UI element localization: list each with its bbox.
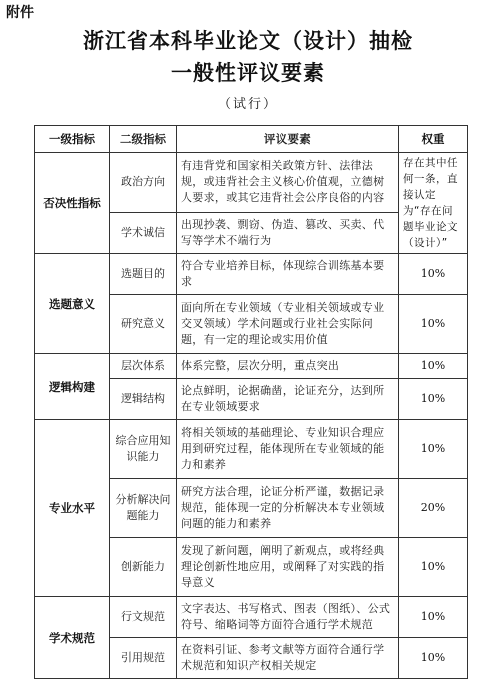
secondary-indicator: 学术诚信: [110, 212, 177, 253]
criteria-text: 符合专业培养目标，体现综合训练基本要求: [177, 254, 399, 295]
table-row: [35, 354, 468, 379]
page-title-line1: 浙江省本科毕业论文（设计）抽检: [83, 28, 413, 53]
column-header-criteria: 评议要素: [177, 126, 399, 153]
criteria-text: 文字表达、书写格式、图表（图纸）、公式符号、缩略词等方面符合通行学术规范: [177, 597, 399, 638]
criteria-text: 面向所在专业领域（专业相关领域或专业交叉领域）学术问题或行业社会实际问题，有一定的理论或实用价值: [177, 295, 399, 354]
page-title-line2: 一般性评议要素: [171, 60, 325, 85]
table-header-row: [35, 126, 468, 153]
primary-indicator-professional: 专业水平: [35, 420, 110, 597]
primary-indicator-academic: 学术规范: [35, 597, 110, 679]
criteria-text: 出现抄袭、剽窃、伪造、篡改、买卖、代写等学术不端行为: [177, 212, 399, 253]
table-row: [35, 153, 468, 213]
weight-value: 10%: [399, 538, 468, 597]
secondary-indicator: 层次体系: [110, 354, 177, 379]
criteria-text: 有违背党和国家相关政策方针、法律法规，或违背社会主义核心价值观，立德树人要求，或其它违背社会公序良俗的内容: [177, 153, 399, 213]
primary-indicator-topic: 选题意义: [35, 254, 110, 354]
secondary-indicator: 综合应用知识能力: [110, 420, 177, 479]
primary-indicator-veto: 否决性指标: [35, 153, 110, 254]
secondary-indicator: 逻辑结构: [110, 379, 177, 420]
secondary-indicator: 引用规范: [110, 638, 177, 679]
weight-value: 10%: [399, 379, 468, 420]
attachment-label: 附件: [6, 5, 34, 21]
weight-value: 10%: [399, 420, 468, 479]
primary-indicator-logic: 逻辑构建: [35, 354, 110, 420]
column-header-weight: 权重: [399, 126, 468, 153]
criteria-text: 论点鲜明，论据确凿，论证充分，达到所在专业领域要求: [177, 379, 399, 420]
weight-value: 10%: [399, 597, 468, 638]
weight-value: 10%: [399, 254, 468, 295]
weight-veto-note: 存在其中任何一条，直接认定为“存在问题毕业论文（设计）”: [399, 153, 468, 254]
secondary-indicator: 行文规范: [110, 597, 177, 638]
criteria-text: 研究方法合理，论证分析严谨，数据记录规范，能体现一定的分析解决本专业领域问题的能力和素养: [177, 479, 399, 538]
weight-value: 10%: [399, 638, 468, 679]
criteria-text: 体系完整，层次分明，重点突出: [177, 354, 399, 379]
evaluation-table: [34, 125, 468, 679]
weight-value: 10%: [399, 295, 468, 354]
weight-value: 10%: [399, 354, 468, 379]
table-row: [35, 254, 468, 295]
secondary-indicator: 分析解决问题能力: [110, 479, 177, 538]
page-subtitle: （试行）: [217, 97, 278, 112]
secondary-indicator: 研究意义: [110, 295, 177, 354]
criteria-text: 在资料引证、参考文献等方面符合通行学术规范和知识产权相关规定: [177, 638, 399, 679]
weight-value: 20%: [399, 479, 468, 538]
column-header-secondary: 二级指标: [110, 126, 177, 153]
criteria-text: 发现了新问题，阐明了新观点，或将经典理论创新性地应用，或阐释了对实践的指导意义: [177, 538, 399, 597]
table-row: [35, 420, 468, 479]
secondary-indicator: 创新能力: [110, 538, 177, 597]
table-row: [35, 597, 468, 638]
criteria-text: 将相关领域的基础理论、专业知识合理应用到研究过程，能体现所在专业领域的能力和素养: [177, 420, 399, 479]
secondary-indicator: 政治方向: [110, 153, 177, 213]
secondary-indicator: 选题目的: [110, 254, 177, 295]
column-header-primary: 一级指标: [35, 126, 110, 153]
